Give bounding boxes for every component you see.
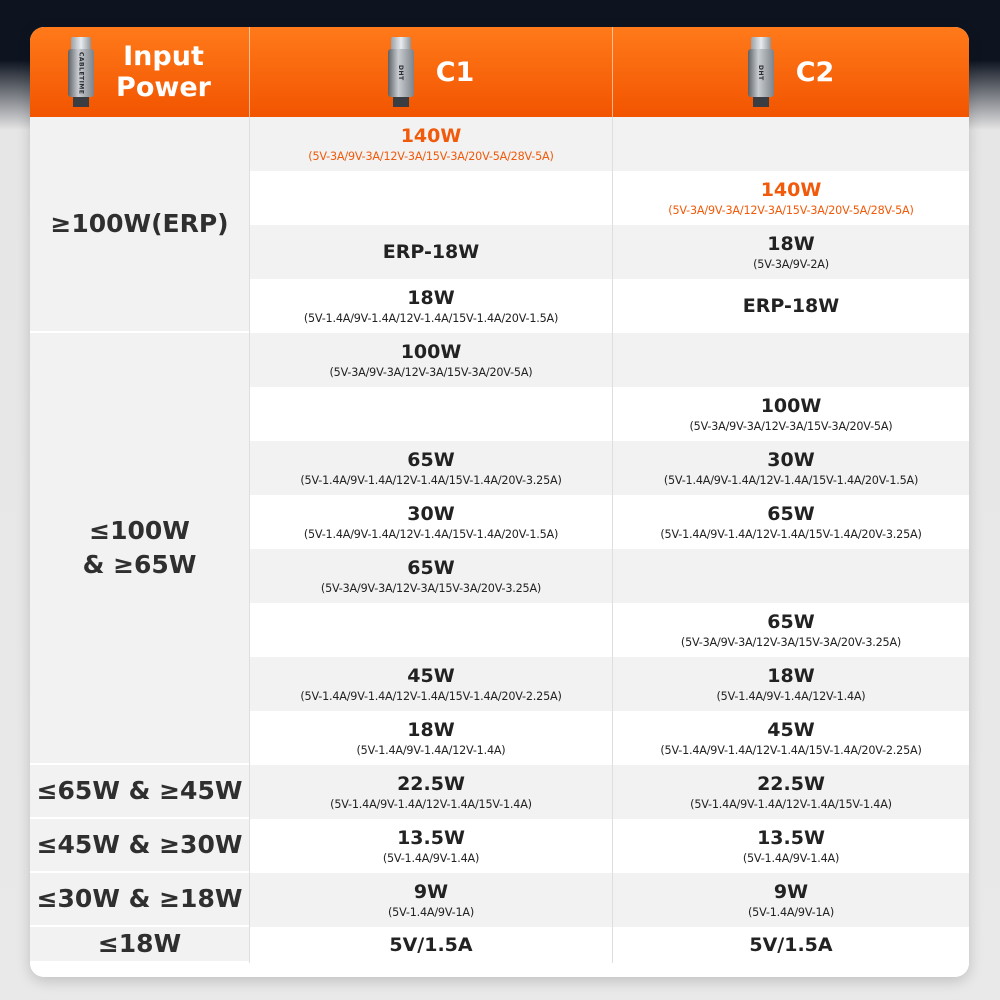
table-cell-c2 <box>612 549 969 603</box>
voltage-current-detail: (5V-3A/9V-2A) <box>753 257 829 271</box>
power-value: 45W <box>767 718 815 741</box>
table-cell-c2 <box>612 225 969 279</box>
voltage-current-detail: (5V-3A/9V-3A/12V-3A/15V-3A/20V-5A) <box>689 419 893 433</box>
header-input-power <box>30 27 249 117</box>
power-value: 18W <box>767 664 815 687</box>
table-cell-c2 <box>612 117 969 171</box>
voltage-current-detail: (5V-3A/9V-3A/12V-3A/15V-3A/20V-5A/28V-5A) <box>668 203 914 217</box>
table-cell-c2 <box>612 657 969 711</box>
voltage-current-detail: (5V-1.4A/9V-1.4A/12V-1.4A/15V-1.4A) <box>690 797 892 811</box>
header-input-power-label: Input Power <box>116 41 211 103</box>
voltage-current-detail: (5V-1.4A/9V-1.4A/12V-1.4A/15V-1.4A/20V-1.5A) <box>303 311 559 325</box>
table-cell-c1 <box>249 387 612 441</box>
group-label: ≤45W & ≥30W <box>30 819 249 873</box>
table-cell-c1 <box>249 171 612 225</box>
power-table <box>30 27 969 958</box>
table-cell-c2 <box>612 279 969 333</box>
table-cell-c1 <box>249 549 612 603</box>
voltage-current-detail: (5V-1.4A/9V-1.4A) <box>742 851 840 865</box>
table-cell-c2 <box>612 819 969 873</box>
voltage-current-detail: (5V-1.4A/9V-1.4A/12V-1.4A/15V-1.4A/20V-2.25A) <box>660 743 922 757</box>
table-cell-c2 <box>612 495 969 549</box>
voltage-current-detail: (5V-3A/9V-3A/12V-3A/15V-3A/20V-3.25A) <box>680 635 902 649</box>
power-value: 140W <box>760 178 822 201</box>
voltage-current-detail: (5V-1.4A/9V-1.4A/12V-1.4A/15V-1.4A/20V-1.5A) <box>663 473 919 487</box>
power-value: 30W <box>767 448 815 471</box>
table-cell-c2 <box>612 441 969 495</box>
table-cell-c1 <box>249 441 612 495</box>
table-cell-c1 <box>249 603 612 657</box>
table-cell-c2 <box>612 387 969 441</box>
voltage-current-detail: (5V-1.4A/9V-1.4A/12V-1.4A/15V-1.4A/20V-1.5A) <box>303 527 559 541</box>
group-label: ≤65W & ≥45W <box>30 765 249 819</box>
table-cell-c2 <box>612 333 969 387</box>
power-value: 65W <box>767 502 815 525</box>
voltage-current-detail: (5V-1.4A/9V-1.4A) <box>382 851 480 865</box>
plug-brand-text: CABLETIME <box>77 51 85 95</box>
table-cell-c2 <box>612 873 969 927</box>
power-value: 18W <box>407 286 455 309</box>
table-cell-c1 <box>249 495 612 549</box>
voltage-current-detail: (5V-1.4A/9V-1.4A/12V-1.4A/15V-1.4A/20V-3.25A) <box>300 473 562 487</box>
group-label: ≤18W <box>30 927 249 963</box>
power-value: 45W <box>407 664 455 687</box>
power-value: 65W <box>407 448 455 471</box>
voltage-current-detail: (5V-1.4A/9V-1.4A/12V-1.4A/15V-1.4A) <box>330 797 532 811</box>
voltage-current-detail: (5V-1.4A/9V-1A) <box>387 905 475 919</box>
power-value: 5V/1.5A <box>749 934 833 956</box>
group-label: ≤100W & ≥65W <box>30 333 249 765</box>
table-cell-c1 <box>249 711 612 765</box>
usb-c-plug-icon: DHT <box>748 37 774 107</box>
table-cell-c1 <box>249 279 612 333</box>
table-cell-c2 <box>612 171 969 225</box>
power-value: 22.5W <box>757 772 825 795</box>
voltage-current-detail: (5V-1.4A/9V-1.4A/12V-1.4A/15V-1.4A/20V-3.25A) <box>660 527 922 541</box>
table-cell-c1 <box>249 225 612 279</box>
voltage-current-detail: (5V-1.4A/9V-1.4A/12V-1.4A) <box>716 689 866 703</box>
table-cell-c2 <box>612 603 969 657</box>
header-c1 <box>249 27 612 117</box>
power-value: 140W <box>400 124 462 147</box>
power-value: 65W <box>407 556 455 579</box>
voltage-current-detail: (5V-3A/9V-3A/12V-3A/15V-3A/20V-5A/28V-5A) <box>308 149 554 163</box>
power-value: 18W <box>407 718 455 741</box>
header-c2-label: C2 <box>795 56 835 88</box>
power-value: ERP-18W <box>742 295 840 317</box>
voltage-current-detail: (5V-3A/9V-3A/12V-3A/15V-3A/20V-5A) <box>329 365 533 379</box>
power-value: 13.5W <box>757 826 825 849</box>
comparison-card <box>30 27 969 977</box>
group-label: ≤30W & ≥18W <box>30 873 249 927</box>
power-value: 9W <box>773 880 809 903</box>
voltage-current-detail: (5V-1.4A/9V-1.4A/12V-1.4A) <box>356 743 506 757</box>
usb-c-plug-icon: DHT <box>388 37 414 107</box>
power-value: 30W <box>407 502 455 525</box>
header-c1-label: C1 <box>435 56 475 88</box>
table-cell-c1 <box>249 117 612 171</box>
table-cell-c2 <box>612 711 969 765</box>
header-c2 <box>612 27 969 117</box>
power-value: 9W <box>413 880 449 903</box>
voltage-current-detail: (5V-1.4A/9V-1.4A/12V-1.4A/15V-1.4A/20V-2.25A) <box>300 689 562 703</box>
group-label: ≥100W(ERP) <box>30 117 249 333</box>
voltage-current-detail: (5V-3A/9V-3A/12V-3A/15V-3A/20V-3.25A) <box>320 581 542 595</box>
power-value: 22.5W <box>397 772 465 795</box>
table-cell-c1 <box>249 873 612 927</box>
power-value: 18W <box>767 232 815 255</box>
power-value: 100W <box>760 394 822 417</box>
table-cell-c1 <box>249 765 612 819</box>
table-cell-c2 <box>612 765 969 819</box>
table-cell-c1 <box>249 657 612 711</box>
power-value: 100W <box>400 340 462 363</box>
table-cell-c2 <box>612 927 969 963</box>
power-value: ERP-18W <box>382 241 480 263</box>
power-value: 13.5W <box>397 826 465 849</box>
power-value: 65W <box>767 610 815 633</box>
power-value: 5V/1.5A <box>389 934 473 956</box>
voltage-current-detail: (5V-1.4A/9V-1A) <box>747 905 835 919</box>
table-cell-c1 <box>249 333 612 387</box>
usb-c-plug-icon <box>68 37 94 107</box>
table-cell-c1 <box>249 927 612 963</box>
table-cell-c1 <box>249 819 612 873</box>
